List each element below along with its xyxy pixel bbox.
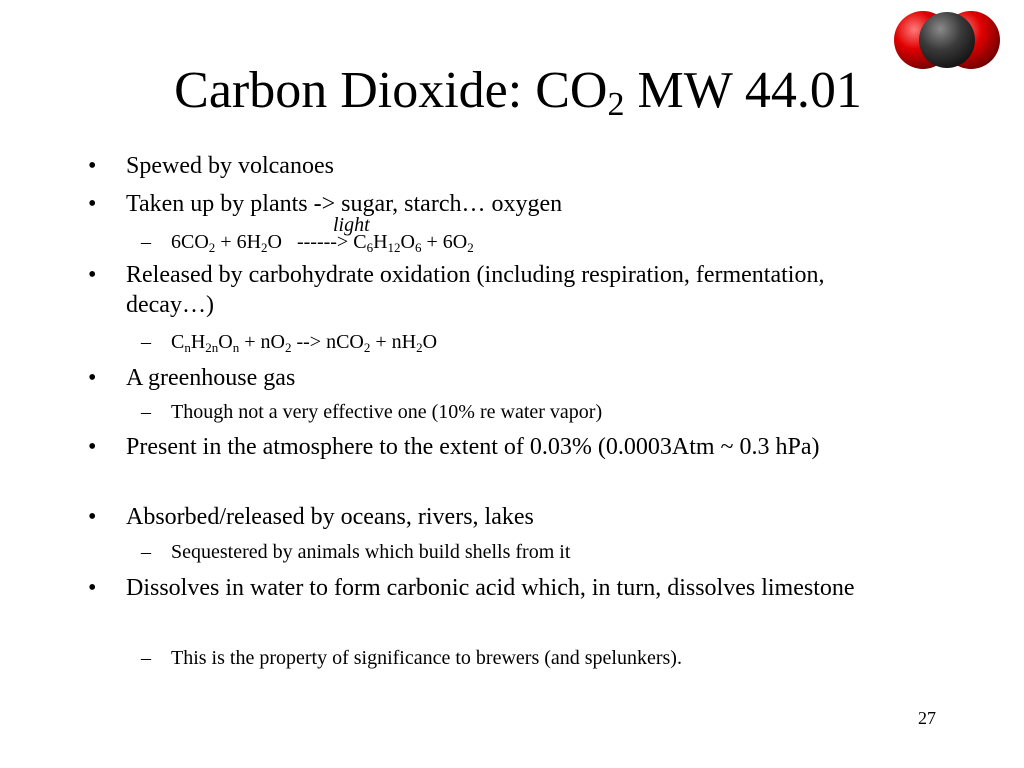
bullet-marker: • xyxy=(88,504,97,530)
reaction-condition-label: light xyxy=(333,214,370,236)
bullet-marker: • xyxy=(88,191,97,217)
bullet-item xyxy=(88,189,906,219)
bullet-item xyxy=(88,151,906,181)
bullet-text: Released by carbohydrate oxidation (including respiration, fermentation, decay…) xyxy=(126,262,825,318)
dash-marker: – xyxy=(141,541,151,563)
sub-item-text: Though not a very effective one (10% re water vapor) xyxy=(171,401,603,423)
photosynthesis-equation: – $6CO_2 + 6H_2O$ ------> $C_6H_{12}O_6 + 6O_2$ xyxy=(141,231,474,255)
sub-item-text: This is the property of significance to brewers (and spelunkers). xyxy=(171,647,682,669)
bullet-marker: • xyxy=(88,434,97,460)
bullet-text: Spewed by volcanoes xyxy=(126,153,334,179)
bullet-item xyxy=(88,363,906,393)
bullet-marker: • xyxy=(88,575,97,601)
dash-marker: – xyxy=(141,647,151,669)
dash-marker: – xyxy=(141,331,151,353)
bullet-text: A greenhouse gas xyxy=(126,365,296,391)
bullet-text: Taken up by plants -> sugar, starch… oxygen xyxy=(126,191,563,217)
bullet-text: Dissolves in water to form carbonic acid which, in turn, dissolves limestone xyxy=(126,575,855,601)
bullet-marker: • xyxy=(88,365,97,391)
sub-item xyxy=(141,540,911,564)
bullet-text: Absorbed/released by oceans, rivers, lakes xyxy=(126,504,534,530)
oxidation-equation: – $C_nH_{2n}O_n + nO_2$ --> $nCO_2 + nH_2O$ xyxy=(141,331,438,355)
bullet-item xyxy=(88,260,906,320)
bullet-item xyxy=(88,432,906,462)
bullet-item xyxy=(88,502,906,532)
bullet-marker: • xyxy=(88,153,97,179)
sub-item xyxy=(141,400,911,424)
bullet-marker: • xyxy=(88,262,97,288)
dash-marker: – xyxy=(141,401,151,423)
sub-item xyxy=(141,646,911,670)
sub-item-text: Sequestered by animals which build shells from it xyxy=(171,541,571,563)
slide-title: Carbon Dioxide: $CO_2$ MW 44.01 xyxy=(174,62,862,123)
bullet-item xyxy=(88,573,906,603)
page-number: 27 xyxy=(918,708,936,728)
bullet-text: Present in the atmosphere to the extent of 0.03% (0.0003Atm ~ 0.3 hPa) xyxy=(126,434,820,460)
dash-marker: – xyxy=(141,231,151,253)
